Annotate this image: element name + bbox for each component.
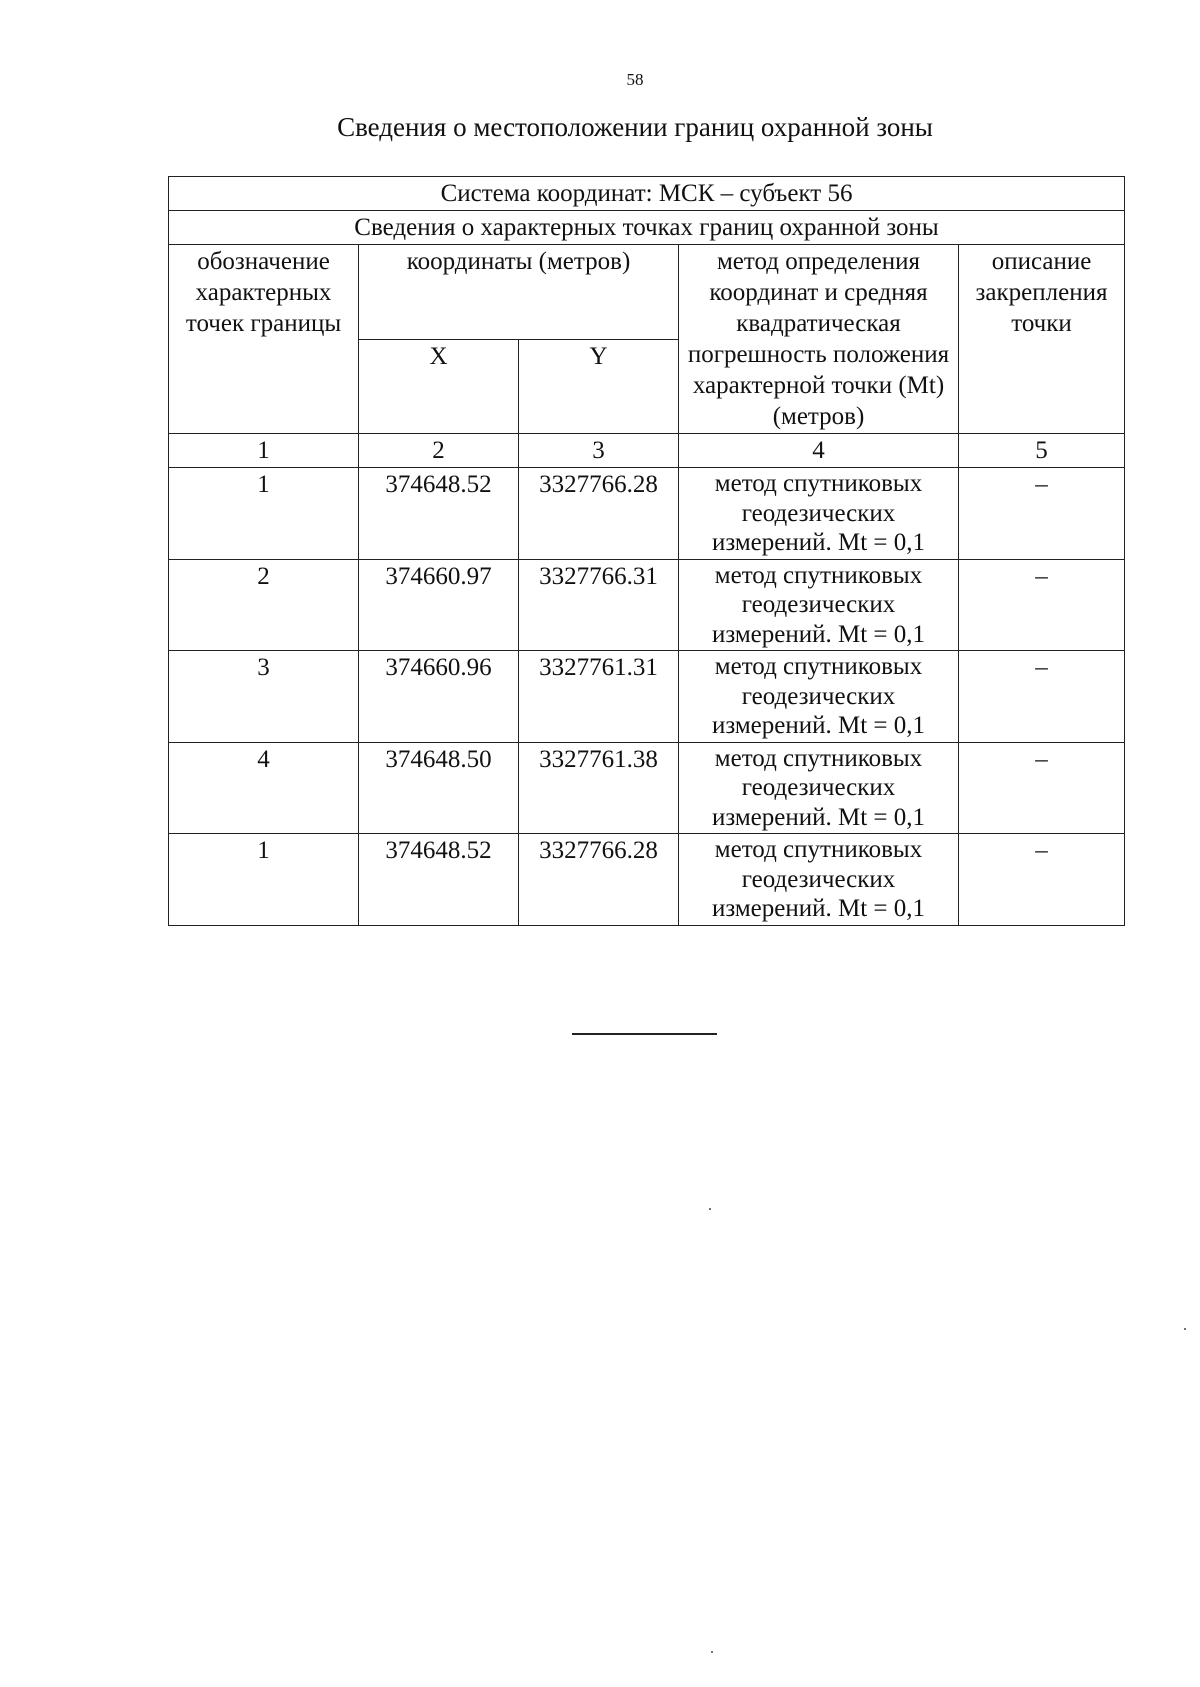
page-number: 58 bbox=[626, 70, 644, 89]
section-title-cell: Сведения о характерных точках границ охранной зоны bbox=[169, 211, 1125, 245]
header-x: X bbox=[359, 339, 519, 434]
fixing-cell: – bbox=[959, 559, 1125, 651]
y-cell: 3327761.31 bbox=[519, 651, 679, 743]
point-cell: 3 bbox=[169, 651, 359, 743]
scan-speck bbox=[1184, 1328, 1186, 1330]
point-cell: 4 bbox=[169, 742, 359, 834]
point-cell: 2 bbox=[169, 559, 359, 651]
header-point-designation: обозначение характерных точек границы bbox=[169, 245, 359, 434]
method-cell: метод спутниковых геодезических измерений. Mt = 0,1 bbox=[679, 651, 959, 743]
table-row bbox=[169, 468, 1125, 560]
fixing-cell: – bbox=[959, 834, 1125, 926]
end-rule bbox=[572, 1033, 717, 1035]
y-cell: 3327766.28 bbox=[519, 468, 679, 560]
column-number-3: 3 bbox=[519, 434, 679, 468]
table-row bbox=[169, 651, 1125, 743]
x-cell: 374648.52 bbox=[359, 468, 519, 560]
scan-speck bbox=[709, 1208, 711, 1210]
header-fixing: описание закрепления точки bbox=[959, 245, 1125, 434]
method-cell: метод спутниковых геодезических измерений. Mt = 0,1 bbox=[679, 468, 959, 560]
fixing-cell: – bbox=[959, 468, 1125, 560]
header-coordinates: координаты (метров) bbox=[359, 245, 679, 340]
method-cell: метод спутниковых геодезических измерений. Mt = 0,1 bbox=[679, 834, 959, 926]
header-method: метод определения координат и средняя квадратическая погрешность положения характерной точки (Mt) (метров) bbox=[679, 245, 959, 434]
method-cell: метод спутниковых геодезических измерений. Mt = 0,1 bbox=[679, 742, 959, 834]
y-cell: 3327761.38 bbox=[519, 742, 679, 834]
table-row bbox=[169, 559, 1125, 651]
method-cell: метод спутниковых геодезических измерений. Mt = 0,1 bbox=[679, 559, 959, 651]
point-cell: 1 bbox=[169, 834, 359, 926]
column-number-1: 1 bbox=[169, 434, 359, 468]
x-cell: 374660.97 bbox=[359, 559, 519, 651]
column-number-4: 4 bbox=[679, 434, 959, 468]
column-number-5: 5 bbox=[959, 434, 1125, 468]
column-number-2: 2 bbox=[359, 434, 519, 468]
table-row bbox=[169, 742, 1125, 834]
fixing-cell: – bbox=[959, 742, 1125, 834]
header-y: Y bbox=[519, 339, 679, 434]
boundary-points-table bbox=[168, 176, 1125, 926]
y-cell: 3327766.28 bbox=[519, 834, 679, 926]
point-cell: 1 bbox=[169, 468, 359, 560]
y-cell: 3327766.31 bbox=[519, 559, 679, 651]
x-cell: 374648.50 bbox=[359, 742, 519, 834]
x-cell: 374648.52 bbox=[359, 834, 519, 926]
x-cell: 374660.96 bbox=[359, 651, 519, 743]
table-row bbox=[169, 834, 1125, 926]
coordinate-system-cell: Система координат: МСК – субъект 56 bbox=[169, 177, 1125, 211]
scan-speck bbox=[711, 1651, 713, 1653]
document-title: Сведения о местоположении границ охранной зоны bbox=[337, 112, 933, 142]
fixing-cell: – bbox=[959, 651, 1125, 743]
